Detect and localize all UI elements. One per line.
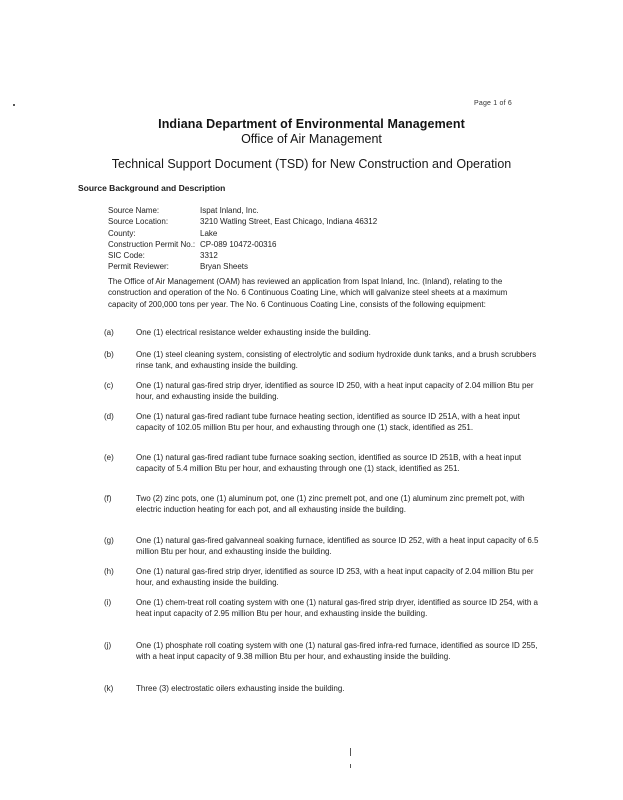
- info-value: Lake: [200, 228, 218, 238]
- item-text: Two (2) zinc pots, one (1) aluminum pot, one (1) zinc premelt pot, and one (1) aluminum zinc premelt pot, with electric induction heating for each pot, and all exhausting inside the building.: [136, 494, 525, 515]
- item-marker: (e): [104, 453, 114, 462]
- item-marker: (g): [104, 536, 114, 545]
- item-marker: (h): [104, 567, 114, 576]
- info-label: Source Location:: [108, 217, 169, 227]
- info-value: 3312: [200, 251, 218, 261]
- document-title: Technical Support Document (TSD) for New Construction and Operation: [111, 157, 512, 171]
- item-marker: (i): [104, 598, 112, 607]
- info-value: 3210 Watling Street, East Chicago, Indiana 46312: [200, 217, 378, 227]
- scan-speck: [350, 764, 351, 768]
- item-marker: (d): [104, 412, 114, 421]
- item-text: One (1) electrical resistance welder exhausting inside the building.: [136, 328, 371, 337]
- item-text: One (1) natural gas-fired strip dryer, identified as source ID 253, with a heat input capacity of 2.04 million Btu per hour, and exhausting inside the building.: [136, 567, 534, 588]
- permit-reviewer-row: [108, 261, 377, 272]
- item-text: Three (3) electrostatic oilers exhausting inside the building.: [136, 684, 345, 693]
- item-text: One (1) natural gas-fired strip dryer, identified as source ID 250, with a heat input capacity of 2.04 million Btu per hour, and exhausting inside the building.: [136, 381, 534, 402]
- intro-paragraph: The Office of Air Management (OAM) has reviewed an application from Ispat Inland, Inc. (Inland), relating to the construction and operation of the No. 6 Continuous Coating Line, which will galvanize steel sheets at a maximum capacity of 200,000 tons per year. The No. 6 Continuous Coating Line, consists of the following equipment:: [108, 277, 508, 309]
- item-marker: (a): [104, 328, 114, 337]
- section-title: Source Background and Description: [78, 183, 226, 193]
- item-text: One (1) chem-treat roll coating system with one (1) natural gas-fired strip dryer, identified as source ID 254, with a heat input capacity of 2.95 million Btu per hour, and exhausting inside the building.: [136, 598, 538, 619]
- item-marker: (f): [104, 494, 112, 503]
- permit-number-row: [108, 239, 377, 250]
- source-name-row: [108, 205, 377, 216]
- item-marker: (k): [104, 684, 114, 693]
- info-label: Permit Reviewer:: [108, 262, 169, 272]
- county-row: [108, 228, 377, 239]
- office-heading: Office of Air Management: [241, 132, 382, 146]
- item-marker: (b): [104, 350, 114, 359]
- item-marker: (j): [104, 641, 112, 650]
- info-value: CP-089 10472-00316: [200, 239, 277, 249]
- page-number: Page 1 of 6: [473, 100, 512, 107]
- info-label: County:: [108, 228, 136, 238]
- sic-code-row: [108, 250, 377, 261]
- info-label: Source Name:: [108, 206, 160, 215]
- source-location-row: [108, 216, 377, 227]
- info-label: SIC Code:: [108, 251, 145, 261]
- item-text: One (1) natural gas-fired radiant tube furnace heating section, identified as source ID 251A, with a heat input capacity of 102.05 million Btu per hour, and exhausting through one (1) stack, identified as 251.: [136, 412, 520, 433]
- item-text: One (1) phosphate roll coating system with one (1) natural gas-fired infra-red furnace, identified as source ID 255, with a heat input capacity of 9.38 million Btu per hour, and exhausting inside the building.: [136, 641, 538, 662]
- source-info-block: [108, 205, 377, 273]
- item-text: One (1) steel cleaning system, consisting of electrolytic and sodium hydroxide dunk tanks, and a brush scrubbers rinse tank, and exhausting inside the building.: [136, 350, 537, 371]
- item-text: One (1) natural gas-fired galvanneal soaking furnace, identified as source ID 252, with a heat input capacity of 6.5 million Btu per hour, and exhausting inside the building.: [136, 536, 539, 557]
- item-text: One (1) natural gas-fired radiant tube furnace soaking section, identified as source ID 251B, with a heat input capacity of 5.4 million Btu per hour, and exhausting through one (1) stack, identified as 251.: [136, 453, 522, 474]
- scan-speck: [13, 104, 15, 106]
- info-value: Ispat Inland, Inc.: [200, 206, 259, 215]
- scan-speck: [350, 748, 351, 756]
- item-marker: (c): [104, 381, 114, 390]
- info-value: Bryan Sheets: [200, 262, 249, 272]
- info-label: Construction Permit No.:: [108, 239, 196, 249]
- department-heading: Indiana Department of Environmental Management: [158, 117, 465, 131]
